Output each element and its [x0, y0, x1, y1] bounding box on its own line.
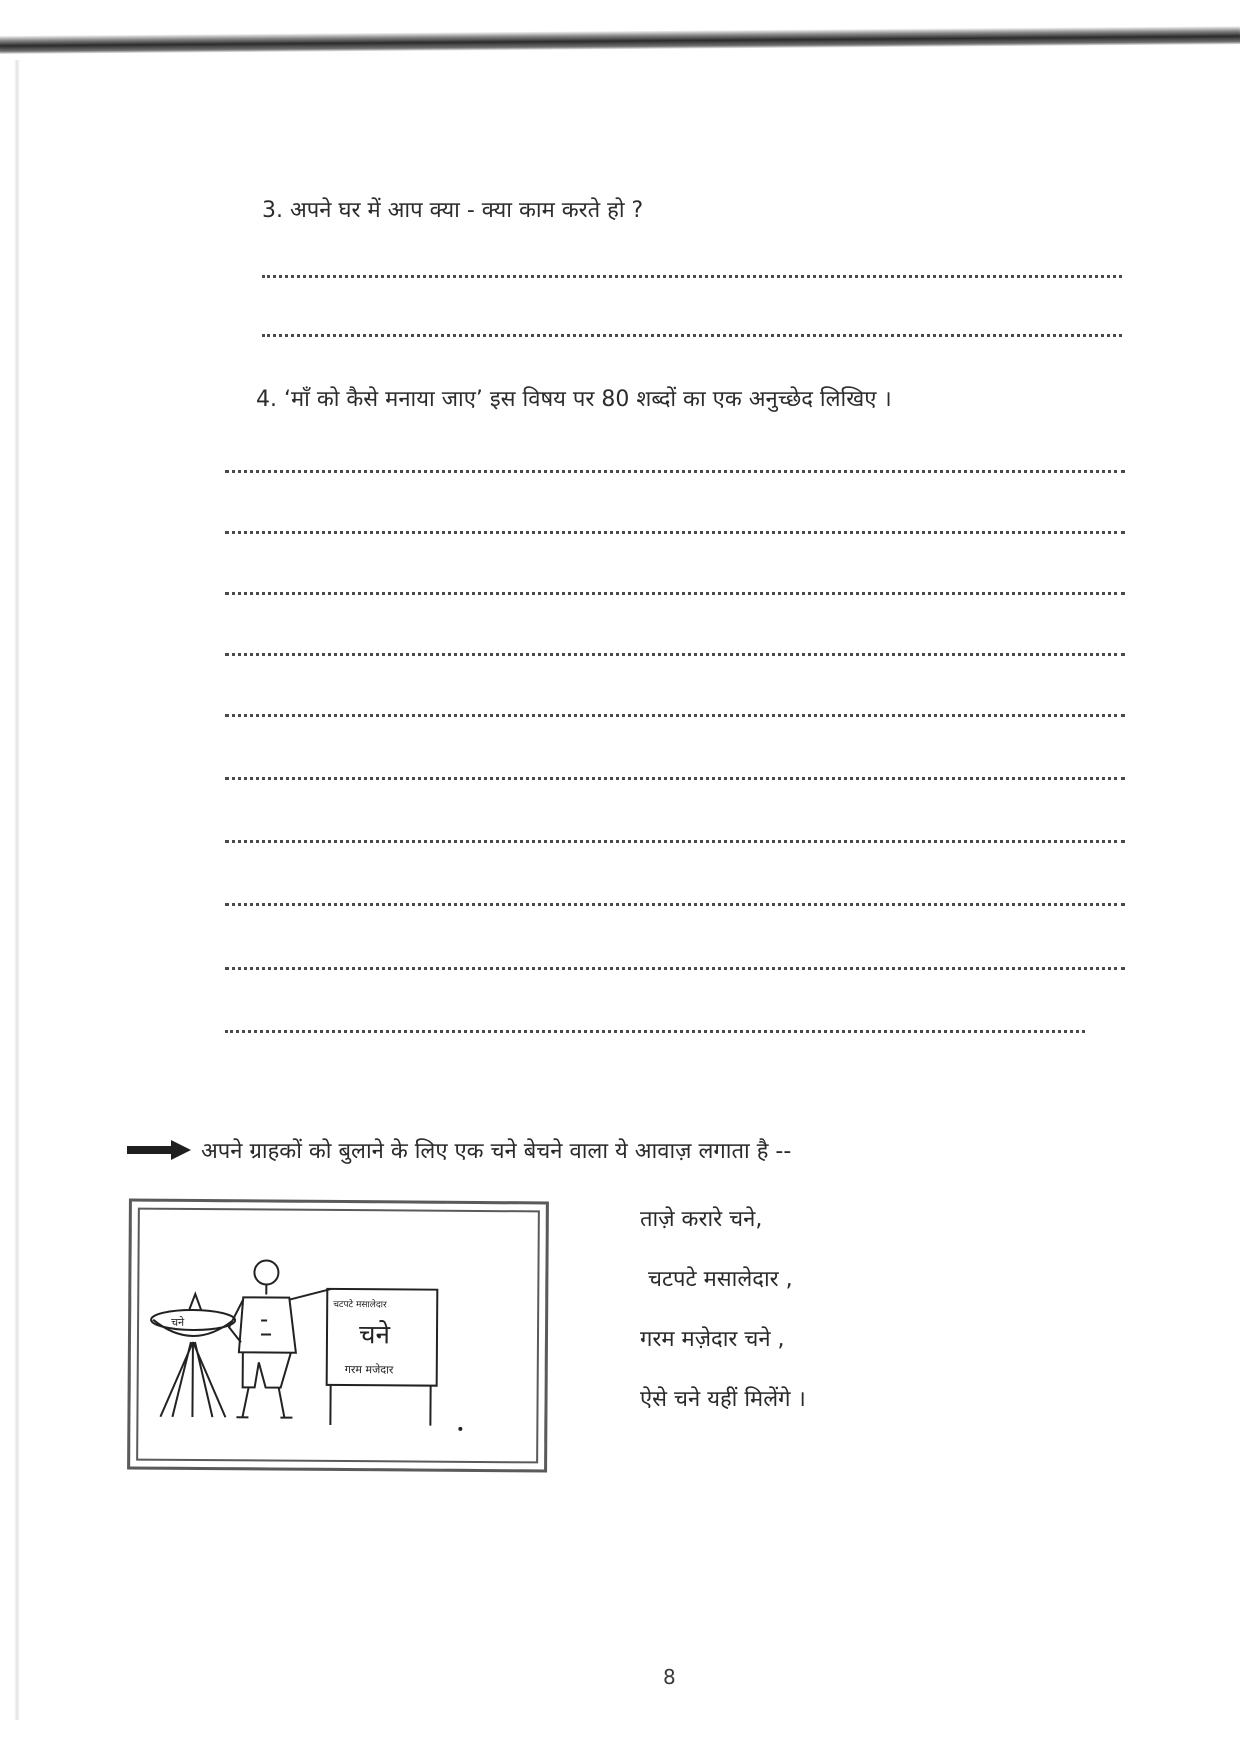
- answer-line-q4-9[interactable]: [225, 967, 1125, 970]
- poem-line-2: चटपटे मसालेदार ,: [648, 1267, 793, 1292]
- question-3: 3. अपने घर में आप क्या - क्या काम करते हो ?: [262, 198, 644, 223]
- sign-line-1: चटपटे मसालेदार: [333, 1299, 387, 1311]
- answer-line-q4-5[interactable]: [225, 714, 1125, 717]
- answer-line-q4-4[interactable]: [225, 653, 1125, 656]
- sign-line-2: चने: [358, 1320, 391, 1351]
- vendor-intro: [125, 1130, 791, 1170]
- answer-line-q4-7[interactable]: [225, 840, 1125, 843]
- answer-line-q4-6[interactable]: [225, 777, 1125, 780]
- answer-line-q3-1[interactable]: [262, 275, 1122, 278]
- poem-line-4: ऐसे चने यहीं मिलेंगे ।: [640, 1387, 806, 1412]
- answer-line-q4-2[interactable]: [225, 531, 1125, 534]
- answer-line-q3-2[interactable]: [262, 334, 1122, 337]
- chana-vendor-illustration: [127, 1199, 549, 1473]
- answer-line-q4-1[interactable]: [225, 470, 1125, 473]
- top-border: [0, 26, 1240, 54]
- question-4: 4. ‘माँ को कैसे मनाया जाए’ इस विषय पर 80 शब्दों का एक अनुच्छेद लिखिए ।: [256, 387, 892, 412]
- sign-line-3: गरम मजेदार: [344, 1363, 394, 1377]
- vendor-poem: [640, 1200, 806, 1440]
- chana-vendor-illustration-icon: [130, 1202, 546, 1470]
- arrow-right-icon: [125, 1139, 193, 1161]
- poem-line-3: गरम मज़ेदार चने ,: [640, 1327, 785, 1352]
- vendor-intro-text: अपने ग्राहकों को बुलाने के लिए एक चने बेचने वाला ये आवाज़ लगाता है --: [201, 1139, 792, 1164]
- page-edge-shadow: [14, 60, 20, 1720]
- answer-line-q4-10[interactable]: [225, 1030, 1085, 1033]
- page-number: 8: [663, 1665, 676, 1689]
- poem-line-1: ताज़े करारे चने,: [640, 1207, 763, 1232]
- answer-line-q4-8[interactable]: [225, 903, 1125, 906]
- basket-label: चने: [171, 1315, 185, 1329]
- answer-line-q4-3[interactable]: [225, 592, 1125, 595]
